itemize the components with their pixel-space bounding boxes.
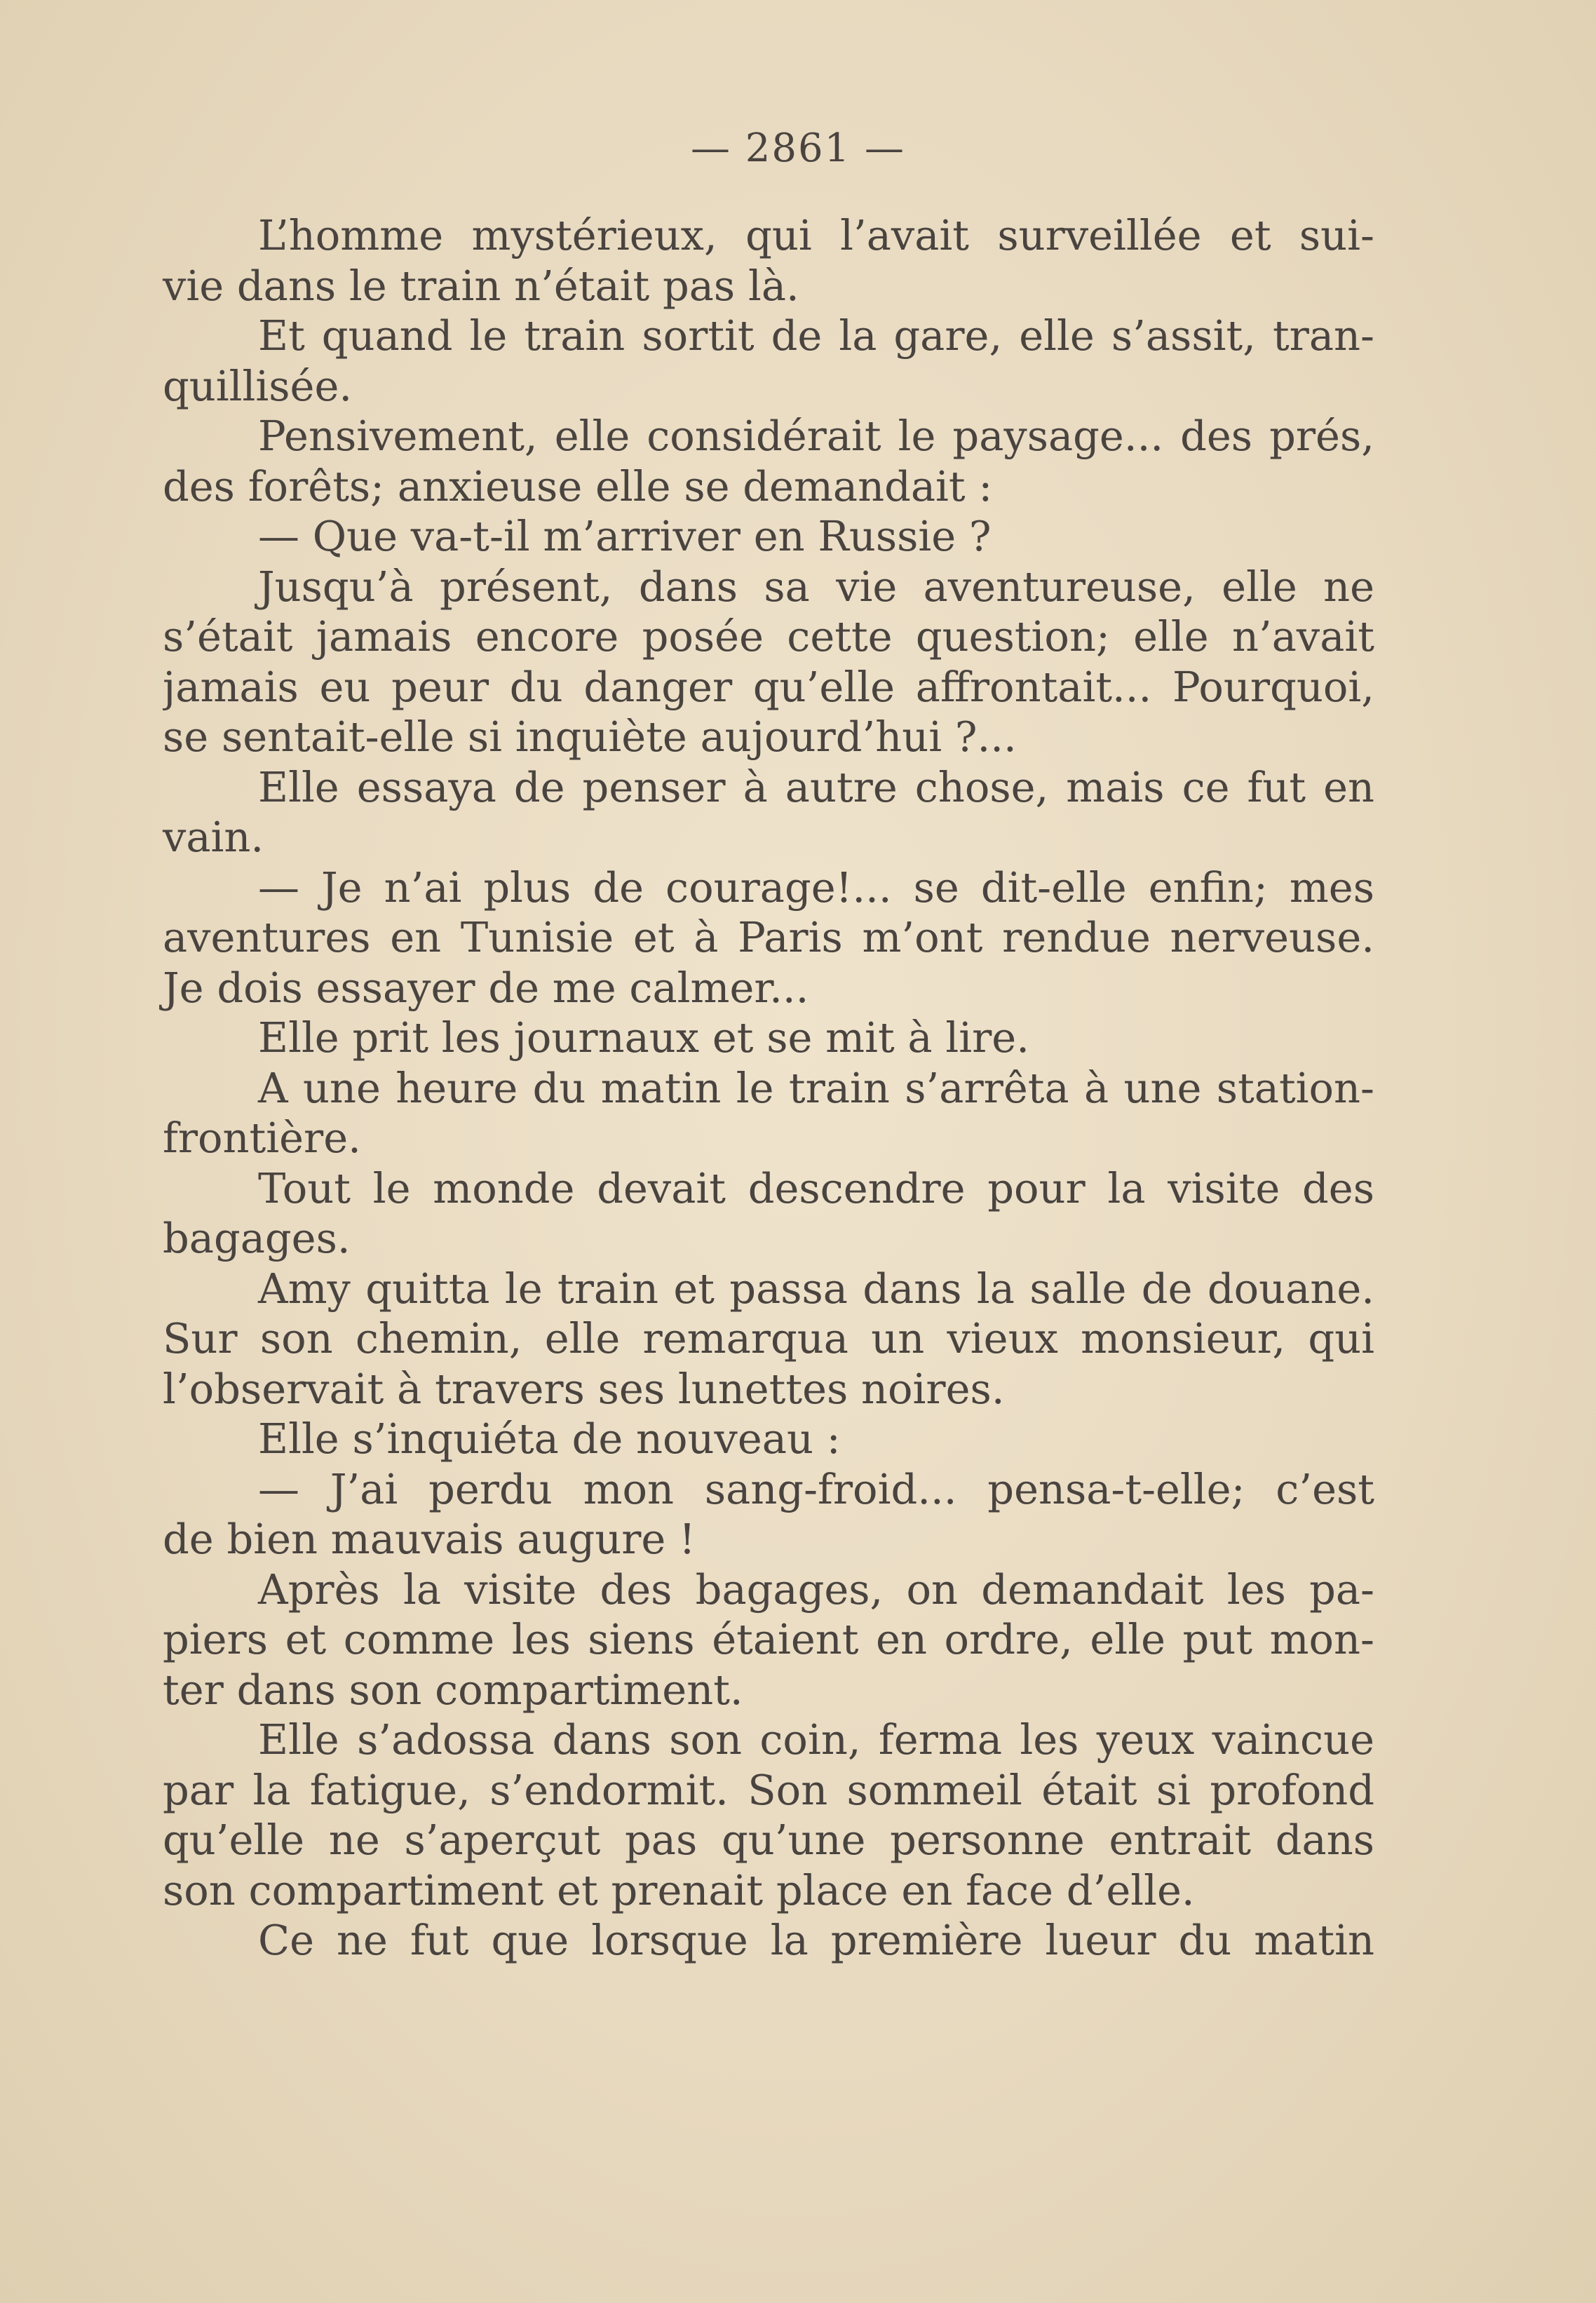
text-line: son compartiment et prenait place en face d’elle. <box>163 1865 1195 1914</box>
text-line: Elle s’adossa dans son coin, ferma les yeux vaincue <box>258 1715 1374 1764</box>
text-line: Tout le monde devait descendre pour la visite des <box>258 1163 1374 1213</box>
text-line: vain. <box>163 813 264 861</box>
text-line: vie dans le train n’était pas là. <box>163 261 799 310</box>
text-line: frontière. <box>163 1114 361 1162</box>
text-line: Elle prit les journaux et se mit à lire. <box>258 1013 1029 1062</box>
text-line: Et quand le train sortit de la gare, elle s’assit, tran- <box>258 311 1374 360</box>
text-line: quillisée. <box>163 361 353 410</box>
text-line: Je dois essayer de me calmer... <box>163 963 809 1012</box>
text-line: Après la visite des bagages, on demandait les pa- <box>258 1565 1374 1614</box>
text-line: — Que va-t-il m’arriver en Russie ? <box>258 512 992 560</box>
text-line: ter dans son compartiment. <box>163 1665 743 1714</box>
text-line: Pensivement, elle considérait le paysage... des prés, <box>258 412 1374 460</box>
text-line: Jusqu’à présent, dans sa vie aventureuse, elle ne <box>258 562 1374 611</box>
text-line: — J’ai perdu mon sang-froid... pensa-t-elle; c’est <box>258 1464 1374 1513</box>
text-line: qu’elle ne s’aperçut pas qu’une personne entrait dans <box>163 1816 1374 1864</box>
text-line: bagages. <box>163 1214 351 1262</box>
text-line: jamais eu peur du danger qu’elle affrontait... Pourquoi, <box>163 662 1374 711</box>
text-line: des forêts; anxieuse elle se demandait : <box>163 461 993 511</box>
text-line: Sur son chemin, elle remarqua un vieux monsieur, qui <box>163 1314 1374 1363</box>
text-line: aventures en Tunisie et à Paris m’ont rendue nerveuse. <box>163 913 1374 961</box>
text-line: se sentait-elle si inquiète aujourd’hui ?... <box>163 712 1017 761</box>
page-number: — 2861 — <box>690 126 906 171</box>
text-line: Amy quitta le train et passa dans la salle de douane. <box>258 1264 1374 1313</box>
text-line: l’observait à travers ses lunettes noires. <box>163 1364 1005 1413</box>
text-line: — Je n’ai plus de courage!... se dit-elle enfin; mes <box>258 863 1374 912</box>
body-text <box>163 210 1374 1966</box>
text-line: par la fatigue, s’endormit. Son sommeil était si profond <box>163 1765 1374 1814</box>
text-line: de bien mauvais augure ! <box>163 1515 696 1563</box>
text-line: s’était jamais encore posée cette question; elle n’avait <box>163 612 1374 661</box>
text-line: L’homme mystérieux, qui l’avait surveillée et sui- <box>258 211 1374 259</box>
text-line: piers et comme les siens étaient en ordre, elle put mon- <box>163 1615 1374 1663</box>
text-line: Elle essaya de penser à autre chose, mais ce fut en <box>258 762 1374 811</box>
text-line: Elle s’inquiéta de nouveau : <box>258 1414 841 1463</box>
text-line: A une heure du matin le train s’arrêta à une station- <box>258 1063 1374 1112</box>
text-line: Ce ne fut que lorsque la première lueur du matin <box>258 1916 1374 1964</box>
